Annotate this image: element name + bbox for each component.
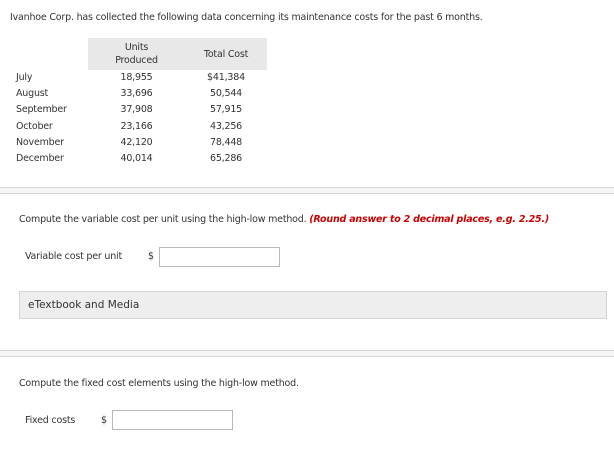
month-label: October bbox=[16, 120, 53, 132]
month-label: July bbox=[16, 72, 33, 83]
month-label: December bbox=[16, 153, 64, 165]
units-value: 40,014 bbox=[120, 153, 153, 165]
question-1 bbox=[19, 214, 549, 225]
month-label: September bbox=[16, 104, 67, 116]
units-value: 37,908 bbox=[120, 104, 153, 116]
month-label: August bbox=[16, 88, 49, 100]
header-total-cost: Total Cost bbox=[185, 38, 267, 70]
question-1-prompt: Compute the variable cost per unit using the high-low method. bbox=[19, 214, 310, 225]
variable-cost-input[interactable] bbox=[159, 247, 280, 267]
table-row bbox=[10, 135, 267, 151]
currency-symbol: $ bbox=[101, 415, 108, 426]
cost-value: 57,915 bbox=[209, 104, 243, 116]
units-value: 33,696 bbox=[120, 88, 153, 100]
units-value: 23,166 bbox=[120, 120, 153, 132]
table-row bbox=[10, 70, 267, 86]
section-divider bbox=[0, 356, 614, 357]
etextbook-media-button[interactable]: eTextbook and Media bbox=[19, 291, 607, 319]
units-value: 18,955 bbox=[120, 72, 153, 83]
units-value: 42,120 bbox=[120, 136, 153, 148]
table-row bbox=[10, 119, 267, 135]
header-units-produced: Units Produced bbox=[88, 38, 185, 70]
fixed-costs-label: Fixed costs bbox=[25, 415, 76, 426]
fixed-costs-input[interactable] bbox=[112, 410, 233, 430]
month-label: November bbox=[16, 136, 64, 148]
rounding-note: (Round answer to 2 decimal places, e.g. 2.25.) bbox=[309, 214, 550, 225]
table-row bbox=[10, 151, 267, 167]
currency-symbol: $ bbox=[148, 251, 155, 262]
table-row bbox=[10, 102, 267, 118]
cost-value: 78,448 bbox=[209, 136, 243, 148]
cost-value: 65,286 bbox=[209, 153, 243, 165]
header-blank bbox=[10, 38, 88, 70]
variable-cost-label: Variable cost per unit bbox=[25, 251, 123, 262]
cost-value: $41,384 bbox=[207, 72, 245, 83]
cost-value: 43,256 bbox=[209, 120, 243, 132]
section-divider bbox=[0, 193, 614, 194]
maintenance-data-table bbox=[10, 38, 267, 167]
question-2-prompt: Compute the fixed cost elements using the high-low method. bbox=[19, 378, 299, 389]
table-row bbox=[10, 86, 267, 102]
cost-value: 50,544 bbox=[209, 88, 243, 100]
intro-text: Ivanhoe Corp. has collected the following data concerning its maintenance costs for the past 6 months. bbox=[10, 12, 483, 23]
